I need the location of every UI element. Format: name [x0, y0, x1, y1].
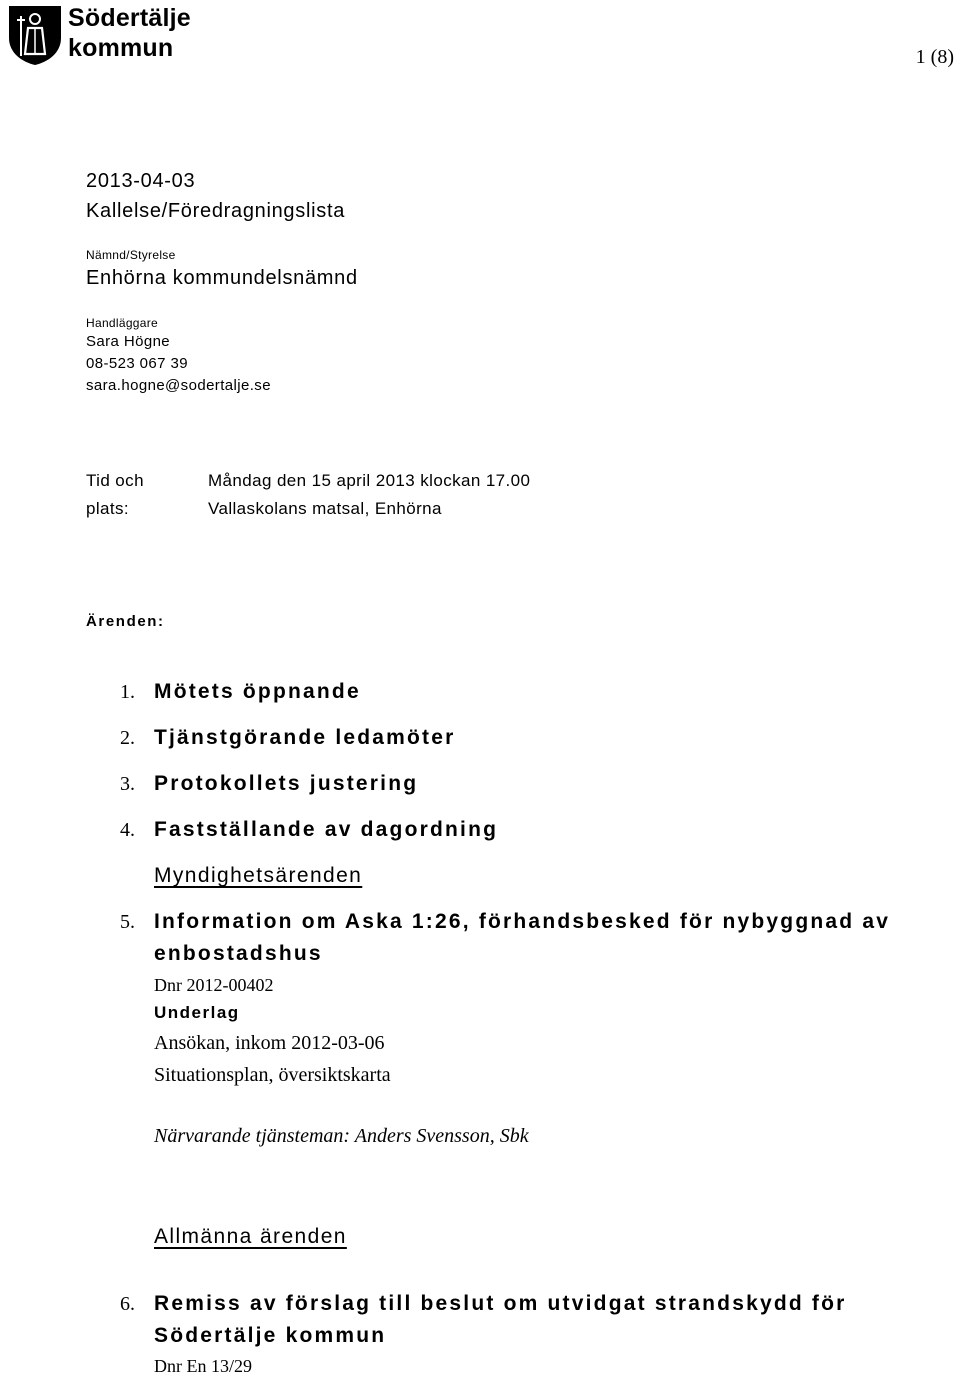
agenda-item-title: Mötets öppnande: [154, 680, 361, 703]
case-number: Dnr 2012-00402: [154, 975, 274, 995]
coat-of-arms-icon: [6, 4, 64, 66]
agenda-item-number: 3.: [120, 773, 135, 795]
document-type: Kallelse/Föredragningslista: [86, 200, 346, 222]
agenda-item-number: 5.: [120, 911, 135, 933]
agenda-item-title: Tjänstgörande ledamöter: [154, 726, 456, 749]
agenda-item-title-cont: enbostadshus: [154, 942, 323, 965]
section-heading-general: Allmänna ärenden: [154, 1225, 347, 1248]
underlag-label: Underlag: [154, 1003, 240, 1022]
agenda-item-number: 6.: [120, 1293, 135, 1315]
board-label: Nämnd/Styrelse: [86, 248, 176, 262]
case-number: Dnr En 13/29: [154, 1356, 252, 1376]
handler-phone: 08-523 067 39: [86, 355, 188, 372]
logo-text-line2: kommun: [68, 34, 174, 62]
agenda-heading: Ärenden:: [86, 613, 165, 630]
present-official: Närvarande tjänsteman: Anders Svensson, Sbk: [154, 1125, 529, 1147]
agenda-item-title: Protokollets justering: [154, 772, 419, 795]
page-number: 1 (8): [915, 46, 954, 68]
agenda-item-number: 2.: [120, 727, 135, 749]
place-label: plats:: [86, 499, 130, 518]
municipality-logo: [6, 4, 64, 66]
agenda-item-number: 1.: [120, 681, 135, 703]
agenda-item-title: Remiss av förslag till beslut om utvidgat strandskydd för: [154, 1292, 847, 1315]
handler-email[interactable]: sara.hogne@sodertalje.se: [86, 377, 271, 394]
underlag-item: Situationsplan, översiktskarta: [154, 1064, 391, 1086]
agenda-item-title: Information om Aska 1:26, förhandsbesked för nybyggnad av: [154, 910, 891, 933]
underlag-item: Ansökan, inkom 2012-03-06: [154, 1032, 385, 1054]
board-name: Enhörna kommundelsnämnd: [86, 267, 358, 289]
section-heading-authority: Myndighetsärenden: [154, 864, 363, 887]
document-date: 2013-04-03: [86, 170, 196, 192]
time-value: Måndag den 15 april 2013 klockan 17.00: [208, 471, 531, 490]
handler-label: Handläggare: [86, 316, 159, 330]
logo-text-line1: Södertälje: [68, 4, 191, 32]
place-value: Vallaskolans matsal, Enhörna: [208, 499, 442, 518]
handler-name: Sara Högne: [86, 333, 171, 350]
agenda-item-title: Fastställande av dagordning: [154, 818, 499, 841]
agenda-item-title-cont: Södertälje kommun: [154, 1324, 387, 1347]
agenda-item-number: 4.: [120, 819, 135, 841]
time-label: Tid och: [86, 471, 144, 490]
